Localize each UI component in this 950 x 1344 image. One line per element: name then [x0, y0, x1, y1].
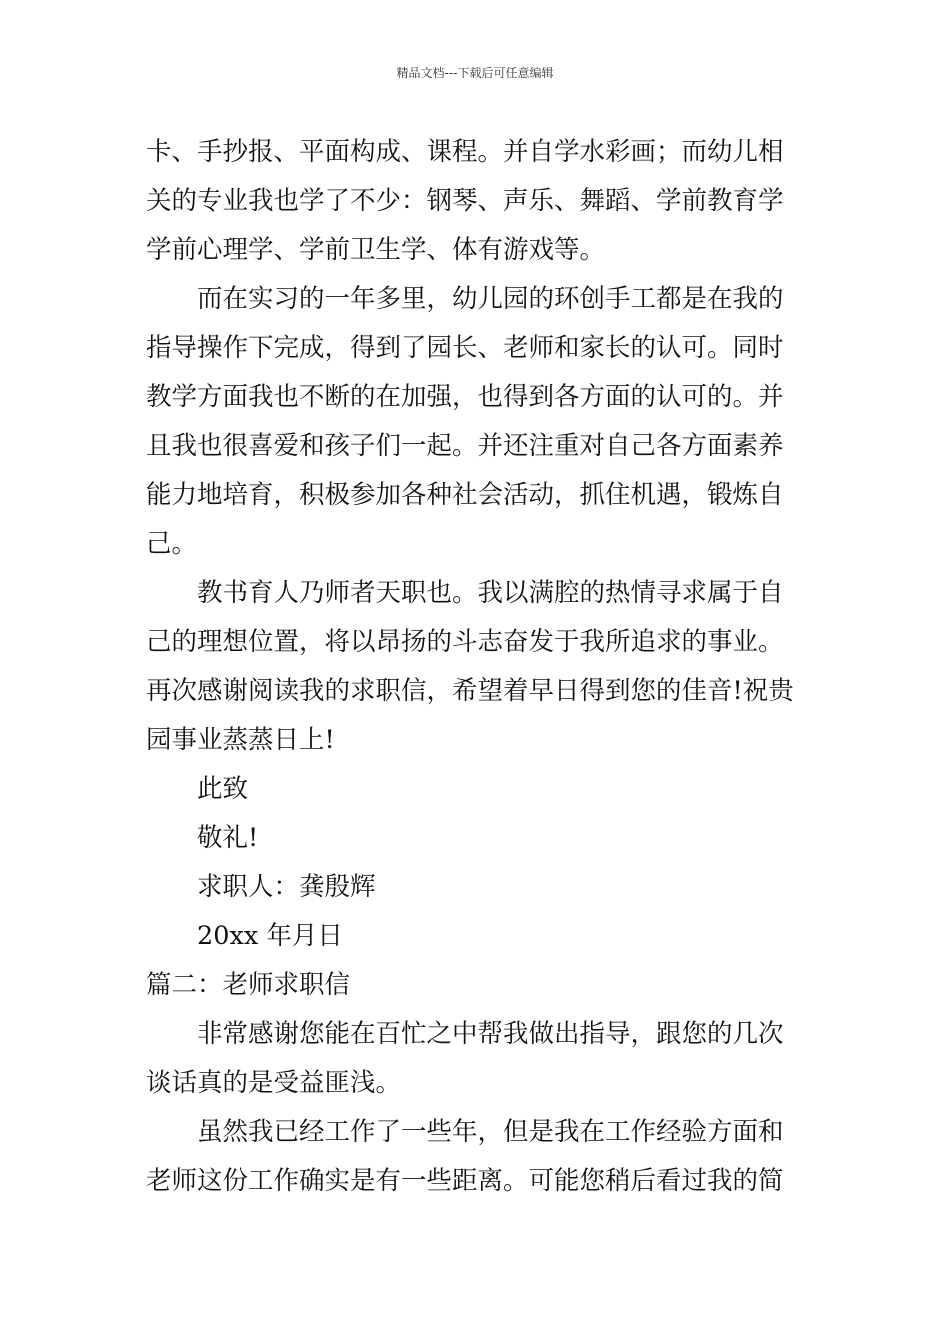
text-line: 且我也很喜爱和孩子们一起。并还注重对自己各方面素养 [146, 431, 784, 461]
text-line: 虽然我已经工作了一些年，但是我在工作经验方面和 [197, 1117, 784, 1147]
text-line: 非常感谢您能在百忙之中帮我做出指导，跟您的几次 [197, 1019, 784, 1049]
document-body [146, 128, 811, 1206]
text-line: 卡、手抄报、平面构成、课程。并自学水彩画；而幼儿相 [146, 137, 784, 167]
text-line: 求职人：龚殷辉 [197, 872, 376, 902]
text-line: 此致 [197, 774, 249, 804]
text-line: 谈话真的是受益匪浅。 [146, 1068, 402, 1098]
text-line: 园事业蒸蒸日上! [146, 725, 335, 755]
text-line: 己的理想位置，将以昂扬的斗志奋发于我所追求的事业。 [146, 627, 784, 657]
text-line: 敬礼! [197, 823, 259, 853]
text-line: 学前心理学、学前卫生学、体有游戏等。 [146, 235, 606, 265]
text-line: 己。 [146, 529, 198, 559]
text-line: 关的专业我也学了不少：钢琴、声乐、舞蹈、学前教育学 [146, 186, 784, 216]
text-line: 教学方面我也不断的在加强，也得到各方面的认可的。并 [146, 382, 784, 412]
text-line: 而在实习的一年多里，幼儿园的环创手工都是在我的 [197, 284, 784, 314]
text-line: 再次感谢阅读我的求职信，希望着早日得到您的佳音!祝贵 [146, 676, 794, 706]
page-header: 精品文档---下载后可任意编辑 [396, 66, 554, 80]
text-line: 老师这份工作确实是有一些距离。可能您稍后看过我的简 [146, 1166, 784, 1196]
text-line: 教书育人乃师者天职也。我以满腔的热情寻求属于自 [197, 578, 784, 608]
text-line: 20xx 年月日 [197, 921, 343, 951]
text-line: 能力地培育，积极参加各种社会活动，抓住机遇，锻炼自 [146, 480, 784, 510]
text-line: 指导操作下完成，得到了园长、老师和家长的认可。同时 [146, 333, 784, 363]
text-line: 篇二：老师求职信 [146, 970, 351, 1000]
